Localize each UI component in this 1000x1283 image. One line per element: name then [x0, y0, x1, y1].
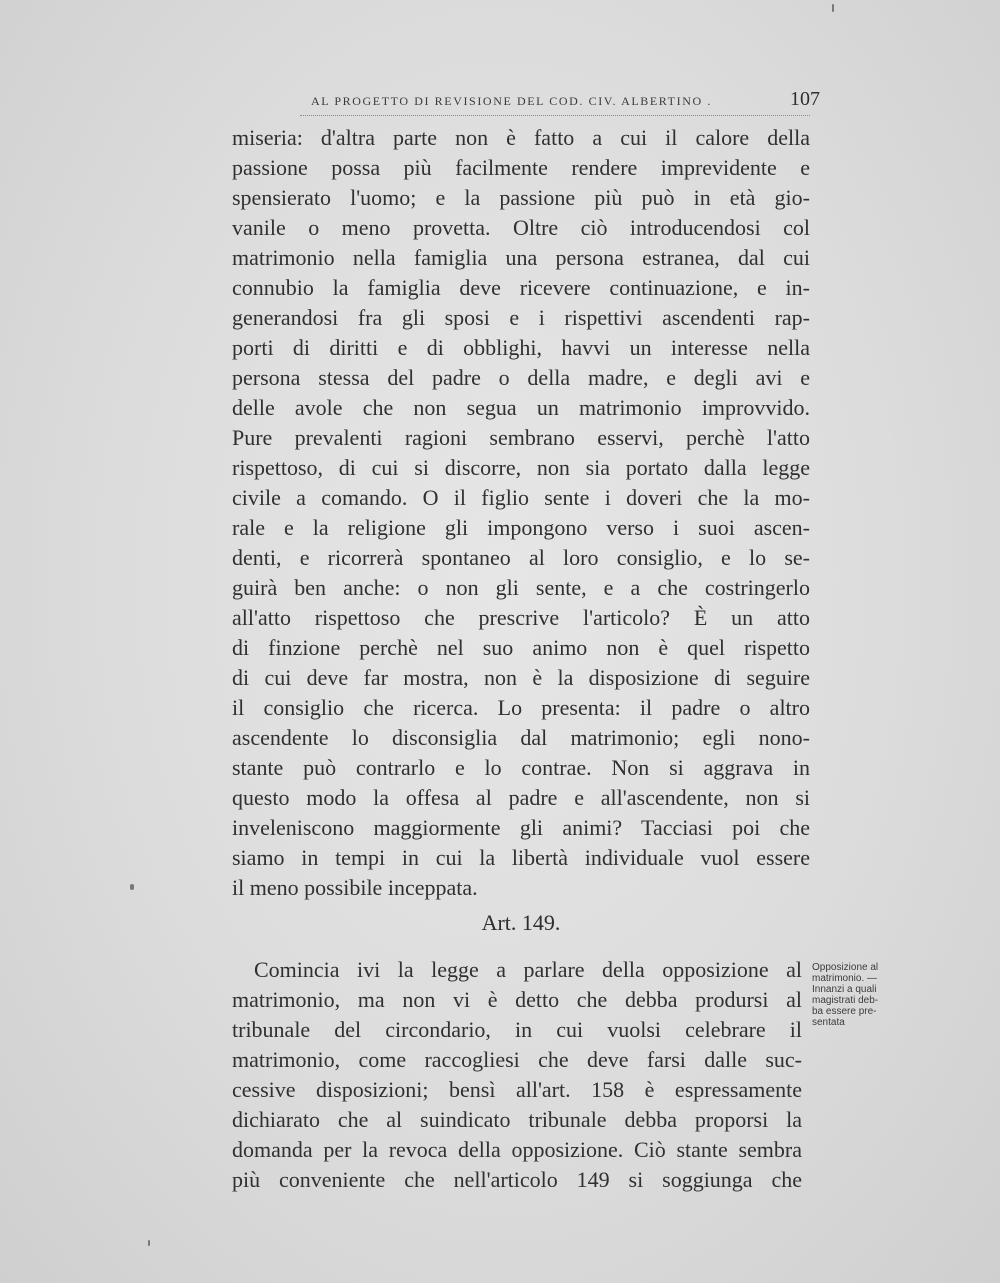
body-line: di finzione perchè nel suo animo non è quel rispetto: [232, 635, 810, 660]
article-line: matrimonio, ma non vi è detto che debba prodursi al: [232, 987, 802, 1012]
body-line: generandosi fra gli sposi e i rispettivi ascendenti rap-: [232, 305, 810, 330]
header-divider: [300, 115, 810, 116]
margin-note-line: ba essere pre-: [812, 1006, 877, 1017]
article-line: dichiarato che al suindicato tribunale debba proporsi la: [232, 1107, 802, 1132]
body-line: inveleniscono maggiormente gli animi? Tacciasi poi che: [232, 815, 810, 840]
body-line: civile a comando. O il figlio sente i doveri che la mo-: [232, 485, 810, 510]
body-paragraph: [232, 123, 810, 903]
margin-note-line: sentata: [812, 1017, 845, 1028]
running-title: AL PROGETTO DI REVISIONE DEL COD. CIV. ALBERTINO .: [311, 94, 712, 108]
body-line: di cui deve far mostra, non è la disposizione di seguire: [232, 665, 810, 690]
body-line: connubio la famiglia deve ricevere continuazione, e in-: [232, 275, 810, 300]
body-line: il consiglio che ricerca. Lo presenta: il padre o altro: [232, 695, 810, 720]
body-line: stante può contrarlo e lo contrae. Non si aggrava in: [232, 755, 810, 780]
article-line: più conveniente che nell'articolo 149 si soggiunga che: [232, 1167, 802, 1192]
article-line: domanda per la revoca della opposizione. Ciò stante sembra: [232, 1137, 802, 1162]
body-line: spensierato l'uomo; e la passione più può in età gio-: [232, 185, 810, 210]
article-heading: Art. 149.: [481, 910, 561, 935]
margin-note-line: magistrati deb-: [812, 995, 879, 1006]
article-line: tribunale del circondario, in cui vuolsi celebrare il: [232, 1017, 802, 1042]
article-paragraph: [232, 955, 802, 1195]
body-line: denti, e ricorrerà spontaneo al loro consiglio, e lo se-: [232, 545, 810, 570]
body-line: questo modo la offesa al padre e all'ascendente, non si: [232, 785, 810, 810]
body-line: rispettoso, di cui si discorre, non sia portato dalla legge: [232, 455, 810, 480]
body-line: rale e la religione gli impongono verso i suoi ascen-: [232, 515, 810, 540]
body-line: guirà ben anche: o non gli sente, e a che costringerlo: [232, 575, 810, 600]
ink-speck: [148, 1240, 150, 1246]
article-line: matrimonio, come raccogliesi che deve farsi dalle suc-: [232, 1047, 802, 1072]
body-line: Pure prevalenti ragioni sembrano esservi, perchè l'atto: [232, 425, 810, 450]
margin-note-line: Opposizione al: [812, 962, 879, 973]
body-line: delle avole che non segua un matrimonio improvvido.: [232, 395, 810, 420]
ink-speck: [832, 4, 834, 12]
body-line: all'atto rispettoso che prescrive l'articolo? È un atto: [232, 605, 810, 630]
body-line: il meno possibile inceppata.: [232, 875, 478, 900]
article-line: cessive disposizioni; bensì all'art. 158 è espressamente: [232, 1077, 802, 1102]
body-line: porti di diritti e di obblighi, havvi un interesse nella: [232, 335, 810, 360]
body-line: matrimonio nella famiglia una persona estranea, dal cui: [232, 245, 810, 270]
body-line: passione possa più facilmente rendere imprevidente e: [232, 155, 810, 180]
margin-note: [812, 962, 922, 1028]
article-line: Comincia ivi la legge a parlare della opposizione al: [254, 957, 802, 982]
margin-note-line: matrimonio. —: [812, 973, 878, 984]
body-line: miseria: d'altra parte non è fatto a cui il calore della: [232, 125, 810, 150]
body-line: vanile o meno provetta. Oltre ciò introducendosi col: [232, 215, 810, 240]
running-head: [235, 88, 820, 111]
body-line: persona stessa del padre o della madre, e degli avi e: [232, 365, 810, 390]
ink-speck: [130, 884, 134, 890]
body-line: ascendente lo disconsiglia dal matrimonio; egli nono-: [232, 725, 810, 750]
body-line: siamo in tempi in cui la libertà individuale vuol essere: [232, 845, 810, 870]
margin-note-line: Innanzi a quali: [812, 984, 877, 995]
page-number: 107: [790, 88, 820, 110]
